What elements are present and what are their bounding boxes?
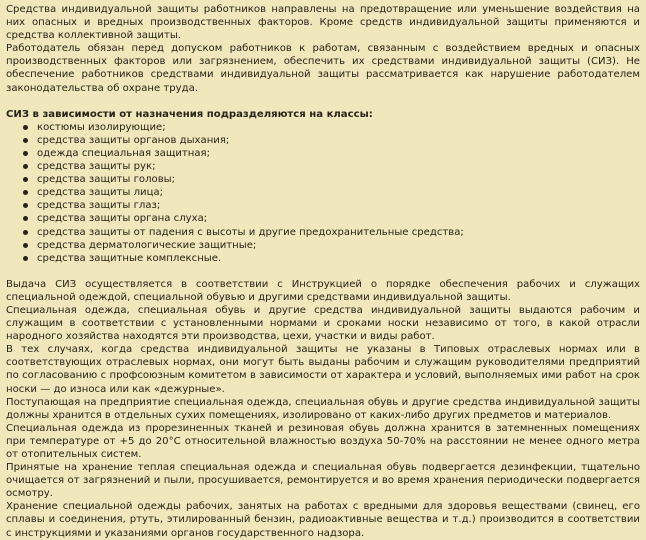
list-item: средства защиты глаз; [6,199,640,212]
body-paragraph-hazardous: Хранение специальной одежды рабочих, занятых на работах с вредными для здоровья веществами (свинец, его сплавы и соединения, ртуть, этилированный бензин, радиоактивные вещества и т.д.) производится в соответствии с инструкциями и указаниями органов государственного надзора. [6,501,640,539]
body-paragraph-norms: Специальная одежда, специальная обувь и другие средства индивидуальной защиты выдаются рабочим и служащим в соответствии с установленными нормами и сроками носки независимо от того, в какой отрасли народного хозяйства находятся эти производства, цехи, участки и виды работ. [6,304,640,343]
bullet-icon [23,177,28,182]
list-item: средства защиты головы; [6,173,640,186]
bullet-icon [23,164,28,169]
list-item: средства защиты органа слуха; [6,212,640,225]
list-item: костюмы изолирующие; [6,121,640,134]
list-item: одежда специальная защитная; [6,147,640,160]
body-paragraph-rubber-storage: Специальная одежда из прорезиненных тканей и резиновая обувь должна хранится в затемненных помещениях при температуре от +5 до 20°С относительной влажностью воздуха 50-70% на расстоянии не менее одного метра от отопительных систем. [6,422,640,460]
list-item: средства дерматологические защитные; [6,239,640,252]
body-paragraph-exceptions: В тех случаях, когда средства индивидуальной защиты не указаны в Типовых отраслевых нормах или в соответствующих отраслевых нормах, они могут быть выданы рабочим и служащим руководителями предприятий по согласованию с профсоюзным комитетом в зависимости от характера и условий, выполняемых ими работ на срок носки — до износа или как «дежурные». [6,344,640,395]
body-paragraph-disinfection: Принятые на хранение теплая специальная одежда и специальная обувь подвергается дезинфекции, тщательно очищается от загрязнений и пыли, просушивается, ремонтируется и во время хранения периодически подвергается осмотру. [6,462,640,500]
intro-paragraph-2: Работодатель обязан перед допуском работников к работам, связанным с воздействием вредных и опасных производственных факторов или загрязнением, обеспечить их средствами индивидуальной защиты (СИЗ). Не обеспечение работников средствами индивидуальной защиты рассматривается как нарушение работодателем законодательства об охране труда. [6,43,640,94]
classes-list [6,121,640,265]
list-item: средства защиты органов дыхания; [6,134,640,147]
bullet-icon [23,216,28,221]
list-item: средства защиты рук; [6,160,640,173]
body-paragraph-issuance: Выдача СИЗ осуществляется в соответствии с Инструкцией о порядке обеспечения рабочих и служащих специальной одеждой, специальной обувью и другими средствами индивидуальной защиты. [6,278,640,303]
bullet-icon [23,243,28,248]
body-paragraph-storage: Поступающая на предприятие специальная одежда, специальная обувь и другие средства индивидуальной защиты должны хранится в отдельных сухих помещениях, изолировано от каких-либо других предметов и материалов. [6,396,640,421]
classes-heading: СИЗ в зависимости от назначения подразделяются на классы: [6,108,373,120]
bullet-icon [23,151,28,156]
bullet-icon [23,125,28,130]
list-item: средства защиты лица; [6,186,640,199]
bullet-icon [23,138,28,143]
bullet-icon [23,256,28,261]
bullet-icon [23,203,28,208]
bullet-icon [23,230,28,235]
list-item: средства защиты от падения с высоты и другие предохранительные средства; [6,226,640,239]
intro-paragraph-1: Средства индивидуальной защиты работников направлены на предотвращение или уменьшение воздействия на них опасных и вредных производственных факторов. Кроме средств индивидуальной защиты применяются и средства коллективной защиты. [6,4,640,42]
list-item: средства защитные комплексные. [6,252,640,265]
bullet-icon [23,190,28,195]
